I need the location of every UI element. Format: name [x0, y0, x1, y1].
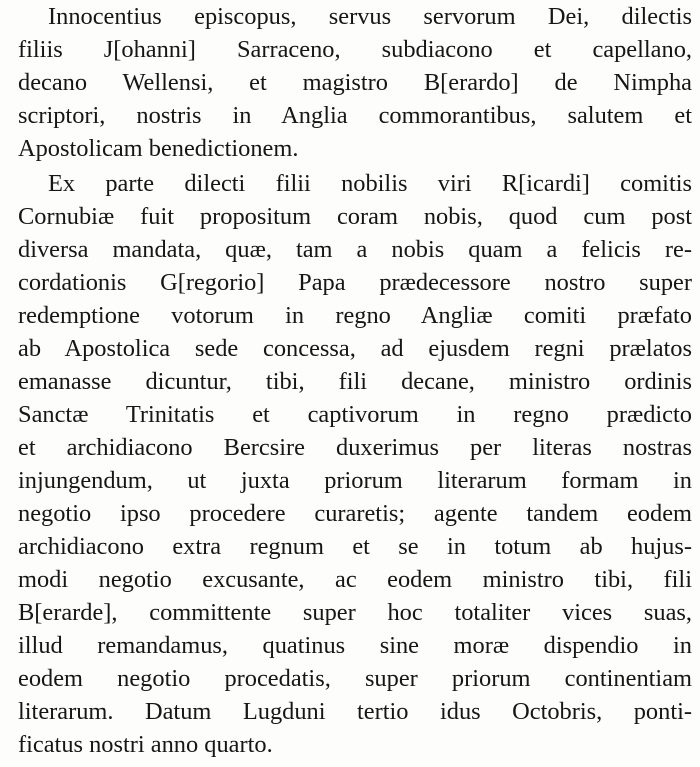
- paragraph-2-line-1: Ex parte dilecti filii nobilis viri R[icardi] comitis: [48, 170, 692, 197]
- paragraph-1-line-1: Innocentius episcopus, servus servorum Dei, dilectis: [48, 3, 692, 30]
- paragraph-2-line-8: Sanctæ Trinitatis et captivorum in regno prædicto: [18, 401, 692, 428]
- paragraph-2-line-5: redemptione votorum in regno Angliæ comiti præfato: [18, 302, 692, 329]
- paragraph-1-line-4: scriptori, nostris in Anglia commorantibus, salutem et: [18, 102, 692, 129]
- paragraph-2-line-14: B[erarde], committente super hoc totaliter vices suas,: [18, 599, 692, 626]
- paragraph-1-line-5: Apostolicam benedictionem.: [18, 135, 299, 162]
- paragraph-2-line-2: Cornubiæ fuit propositum coram nobis, quod cum post: [18, 203, 692, 230]
- paragraph-2-line-7: emanasse dicuntur, tibi, fili decane, ministro ordinis: [18, 368, 692, 395]
- paragraph-2-line-4: cordationis G[regorio] Papa prædecessore nostro super: [18, 269, 692, 296]
- paragraph-2-line-10: injungendum, ut juxta priorum literarum formam in: [18, 467, 692, 494]
- paragraph-2-line-17: literarum. Datum Lugduni tertio idus Octobris, ponti-: [18, 698, 692, 725]
- paragraph-2-line-9: et archidiacono Bercsire duxerimus per literas nostras: [18, 434, 692, 461]
- paragraph-2-line-6: ab Apostolica sede concessa, ad ejusdem regni prælatos: [18, 335, 692, 362]
- paragraph-1-line-2: filiis J[ohanni] Sarraceno, subdiacono et capellano,: [18, 36, 692, 63]
- paragraph-2-line-3: diversa mandata, quæ, tam a nobis quam a felicis re-: [18, 236, 692, 263]
- paragraph-2-line-16: eodem negotio procedatis, super priorum continentiam: [18, 665, 692, 692]
- paragraph-2-line-15: illud remandamus, quatinus sine moræ dispendio in: [18, 632, 692, 659]
- paragraph-2-line-12: archidiacono extra regnum et se in totum ab hujus-: [18, 533, 692, 560]
- paragraph-1-line-3: decano Wellensi, et magistro B[erardo] de Nimpha: [18, 69, 692, 96]
- paragraph-2-line-13: modi negotio excusante, ac eodem ministro tibi, fili: [18, 566, 692, 593]
- paragraph-2-line-11: negotio ipso procedere curaretis; agente tandem eodem: [18, 500, 692, 527]
- paragraph-2-line-18: ficatus nostri anno quarto.: [18, 731, 273, 758]
